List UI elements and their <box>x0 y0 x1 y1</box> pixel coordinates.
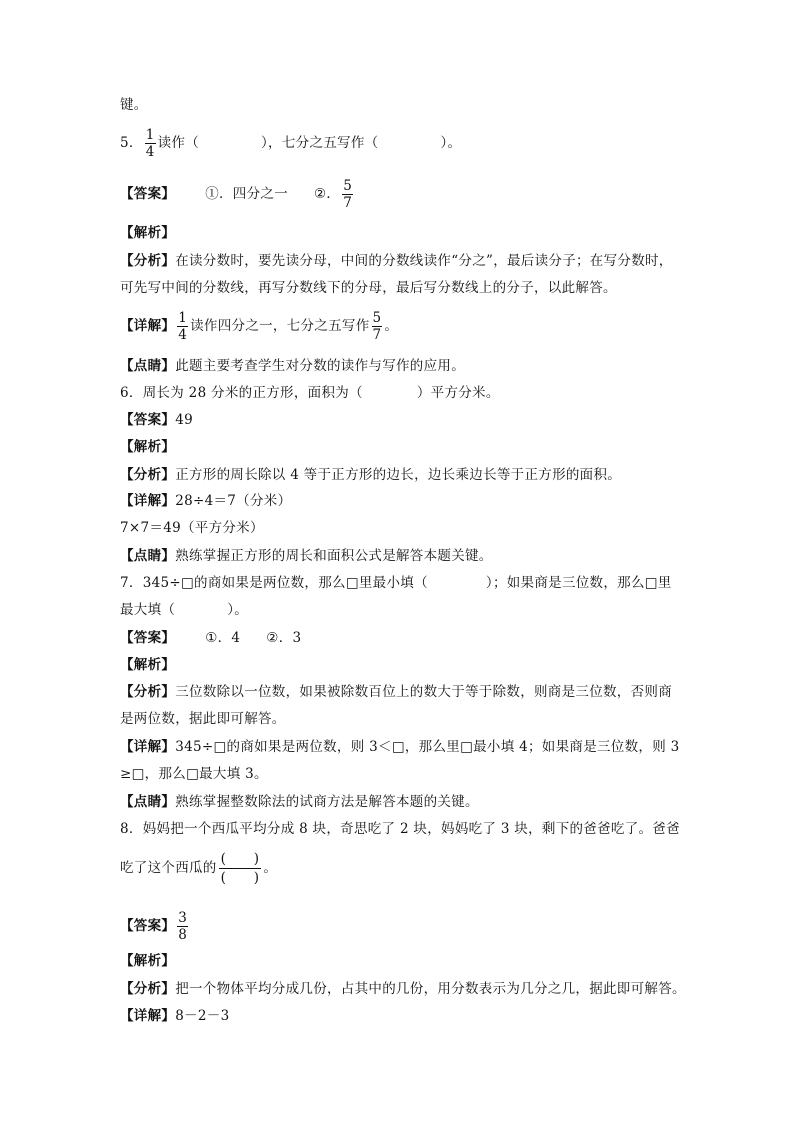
fenxi-line <box>120 683 672 701</box>
answer-label: 【答案】 <box>120 630 176 646</box>
analysis-heading <box>120 224 175 242</box>
answer-line <box>120 910 190 943</box>
text-line <box>120 519 264 537</box>
analysis-heading <box>120 656 175 674</box>
denominator-blank: ( ) <box>220 870 260 886</box>
text: 8．妈妈把一个西瓜平均分成 8 块，奇思吃了 2 块，妈妈吃了 3 块，剩下的爸爸吃了。爸爸 <box>120 821 680 837</box>
text: 键。 <box>120 97 148 113</box>
denominator: 4 <box>178 327 188 343</box>
answer-value: ②．3 <box>266 630 302 646</box>
numerator: 3 <box>178 910 188 926</box>
dianjing-line <box>120 793 479 811</box>
text: ）。 <box>440 135 462 151</box>
text: 此题主要考查学生对分数的读作与写作的应用。 <box>175 358 466 374</box>
text: 吃了这个西瓜的 <box>120 860 217 876</box>
answer-value: ①．四分之一 <box>205 186 289 202</box>
xiangjie-label: 【详解】 <box>120 493 176 509</box>
analysis-label: 【解析】 <box>120 225 176 241</box>
fenxi-label: 【分析】 <box>120 684 176 700</box>
text: 读作（ <box>157 135 199 151</box>
question-6 <box>120 384 500 402</box>
fenxi-label: 【分析】 <box>120 981 176 997</box>
fraction <box>145 127 156 160</box>
answer-value: ①．4 <box>205 630 241 646</box>
text: 在读分数时，要先读分母，中间的分数线读作“分之”，最后读分子；在写分数时， <box>175 253 673 269</box>
numerator: 5 <box>343 178 353 194</box>
answer-label: 【答案】 <box>120 918 176 934</box>
dianjing-label: 【点睛】 <box>120 548 176 564</box>
text: 8－2－3 <box>175 1008 230 1024</box>
fraction <box>177 910 188 943</box>
answer-line <box>120 411 193 429</box>
text: 28÷4＝7（分米） <box>175 493 292 509</box>
text-line <box>120 850 277 887</box>
text: 可先写中间的分数线，再写分数线下的分母，最后写分数线上的分子，以此解答。 <box>120 280 617 296</box>
question-5 <box>120 127 461 160</box>
answer-value: 49 <box>175 412 193 428</box>
text-line <box>120 765 268 783</box>
analysis-label: 【解析】 <box>120 657 176 673</box>
text: 三位数除以一位数，如果被除数百位上的数大于等于除数，则商是三位数，否则商 <box>175 684 673 700</box>
fraction <box>177 310 188 343</box>
xiangjie-line <box>120 1007 229 1025</box>
dianjing-line <box>120 357 465 375</box>
text: 把一个物体平均分成几份，占其中的几份，用分数表示为几分之几，据此即可解答。 <box>175 981 686 997</box>
dianjing-line <box>120 547 493 565</box>
numerator: 1 <box>178 310 188 326</box>
denominator: 8 <box>178 927 188 943</box>
text: 正方形的周长除以 4 等于正方形的边长，边长乘边长等于正方形的面积。 <box>175 467 622 483</box>
fraction <box>372 310 383 343</box>
text: 熟练掌握整数除法的试商方法是解答本题的关键。 <box>175 794 479 810</box>
question-number: 5． <box>120 135 143 151</box>
denominator: 7 <box>372 327 382 343</box>
answer-label: 【答案】 <box>120 412 176 428</box>
text: 是两位数，据此即可解答。 <box>120 711 286 727</box>
text: ）；如果商是三位数，那么□里 <box>485 575 672 591</box>
numerator: 1 <box>145 127 155 143</box>
text: 7×7＝49（平方分米） <box>120 520 264 536</box>
numerator: 5 <box>372 310 382 326</box>
analysis-label: 【解析】 <box>120 953 176 969</box>
analysis-label: 【解析】 <box>120 439 176 455</box>
fraction <box>342 178 353 211</box>
text: 读作四分之一，七分之五写作 <box>190 318 370 334</box>
fenxi-line <box>120 466 621 484</box>
denominator: 7 <box>343 195 353 211</box>
analysis-heading <box>120 952 175 970</box>
answer-value: ②． <box>314 186 341 202</box>
xiangjie-label: 【详解】 <box>120 739 176 755</box>
text-line <box>120 601 248 619</box>
text-line <box>120 279 617 297</box>
fenxi-label: 【分析】 <box>120 467 176 483</box>
denominator: 4 <box>145 144 155 160</box>
dianjing-label: 【点睛】 <box>120 794 176 810</box>
text: 熟练掌握正方形的周长和面积公式是解答本题关键。 <box>175 548 493 564</box>
text: ）。 <box>227 602 249 618</box>
text-line <box>120 710 286 728</box>
xiangjie-label: 【详解】 <box>120 1008 176 1024</box>
xiangjie-line <box>120 492 291 510</box>
fenxi-line <box>120 252 673 270</box>
text: 最大填（ <box>120 602 176 618</box>
text-line <box>120 96 148 114</box>
xiangjie-line <box>120 310 398 343</box>
answer-line <box>120 178 355 211</box>
text: 。 <box>263 860 278 876</box>
text: ）平方分米。 <box>416 385 500 401</box>
numerator-blank: ( ) <box>220 851 260 867</box>
xiangjie-line <box>120 738 680 756</box>
question-7 <box>120 574 672 592</box>
text: ≥□，那么□最大填 3。 <box>120 766 268 782</box>
text: ），七分之五写作（ <box>261 135 379 151</box>
answer-line <box>120 629 301 647</box>
analysis-heading <box>120 438 175 456</box>
text: 。 <box>384 318 399 334</box>
fenxi-line <box>120 980 686 998</box>
text: 7．345÷□的商如果是两位数，那么□里最小填（ <box>120 575 428 591</box>
fenxi-label: 【分析】 <box>120 253 176 269</box>
text: 345÷□的商如果是两位数，则 3＜□，那么里□最小填 4；如果商是三位数，则 3 <box>175 739 680 755</box>
dianjing-label: 【点睛】 <box>120 358 176 374</box>
text: 6．周长为 28 分米的正方形，面积为（ <box>120 385 363 401</box>
xiangjie-label: 【详解】 <box>120 318 176 334</box>
blank-fraction <box>219 850 262 887</box>
question-8 <box>120 820 680 838</box>
answer-label: 【答案】 <box>120 186 176 202</box>
